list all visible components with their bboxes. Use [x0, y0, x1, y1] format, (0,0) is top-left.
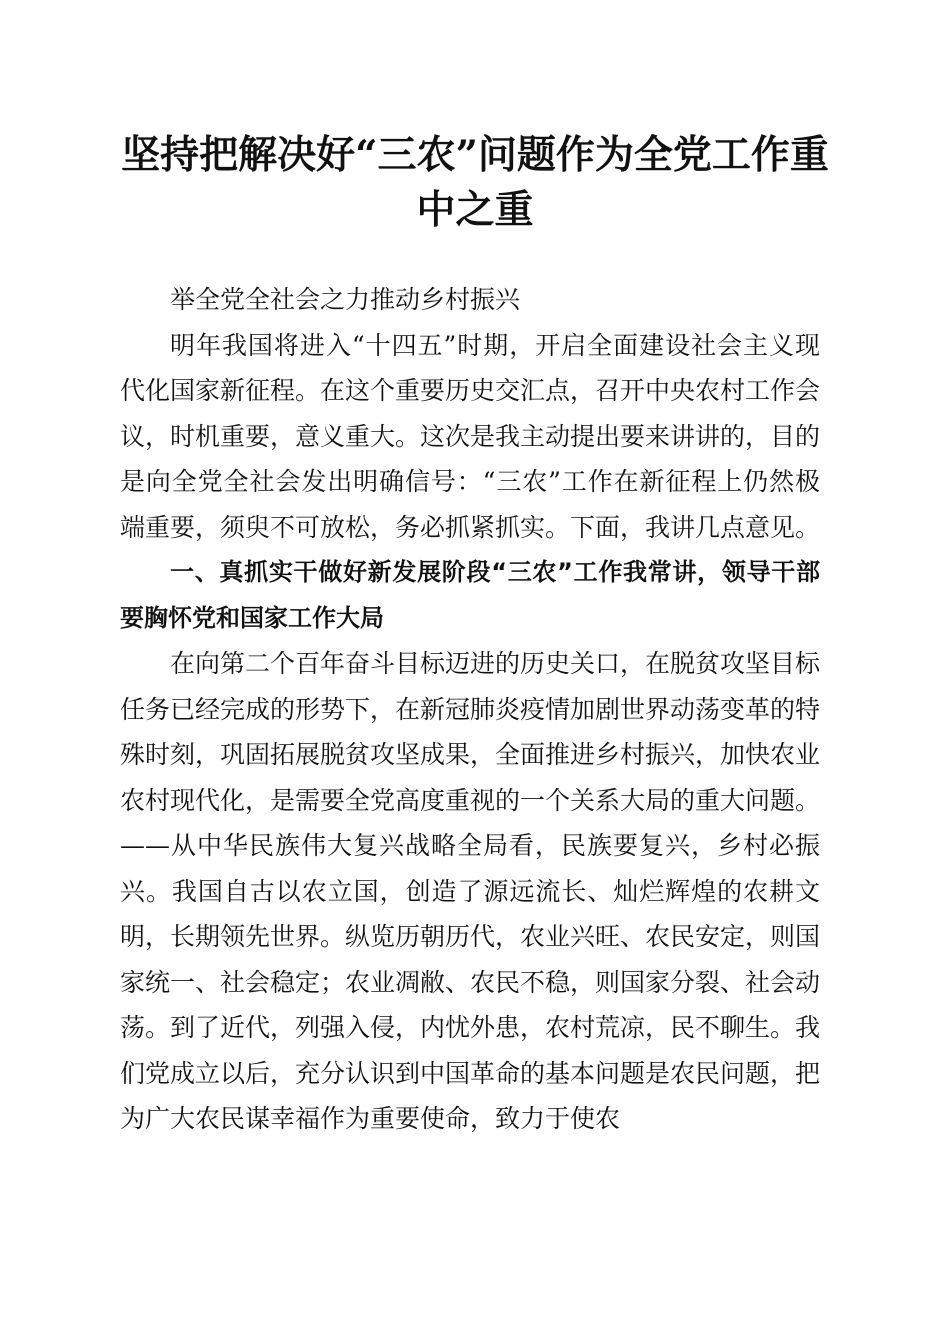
subtitle-paragraph: 举全党全社会之力推动乡村振兴 [170, 285, 521, 314]
document-title: 坚持把解决好“三农”问题作为全党工作重中之重 [121, 132, 829, 233]
section-heading: 一、真抓实干做好新发展阶段“三农”工作我常讲，领导干部要胸怀党和国家工作大局 [120, 558, 820, 632]
body-paragraph: 在向第二个百年奋斗目标迈进的历史关口，在脱贫攻坚目标任务已经完成的形势下，在新冠肺炎疫情加剧世界动荡变革的特殊时刻，巩固拓展脱贫攻坚成果，全面推进乡村振兴，加快农业农村现代化，是需要全党高度重视的一个关系大局的重大问题。——从中华民族伟大复兴战略全局看，民族要复兴，乡村必振兴。我国自古以农立国，创造了源远流长、灿烂辉煌的农耕文明，长期领先世界。纵览历朝历代，农业兴旺、农民安定，则国家统一、社会稳定；农业凋敝、农民不稳，则国家分裂、社会动荡。到了近代，列强入侵，内忧外患，农村荒凉，民不聊生。我们党成立以后，充分认识到中国革命的基本问题是农民问题，把为广大农民谋幸福作为重要使命，致力于使农 [120, 649, 821, 1133]
document-body [120, 277, 820, 1142]
intro-paragraph: 明年我国将进入“十四五”时期，开启全面建设社会主义现代化国家新征程。在这个重要历史交汇点，召开中央农村工作会议，时机重要，意义重大。这次是我主动提出要来讲讲的，目的是向全党全社会发出明确信号：“三农”工作在新征程上仍然极端重要，须臾不可放松，务必抓紧抓实。下面，我讲几点意见。 [120, 330, 821, 542]
